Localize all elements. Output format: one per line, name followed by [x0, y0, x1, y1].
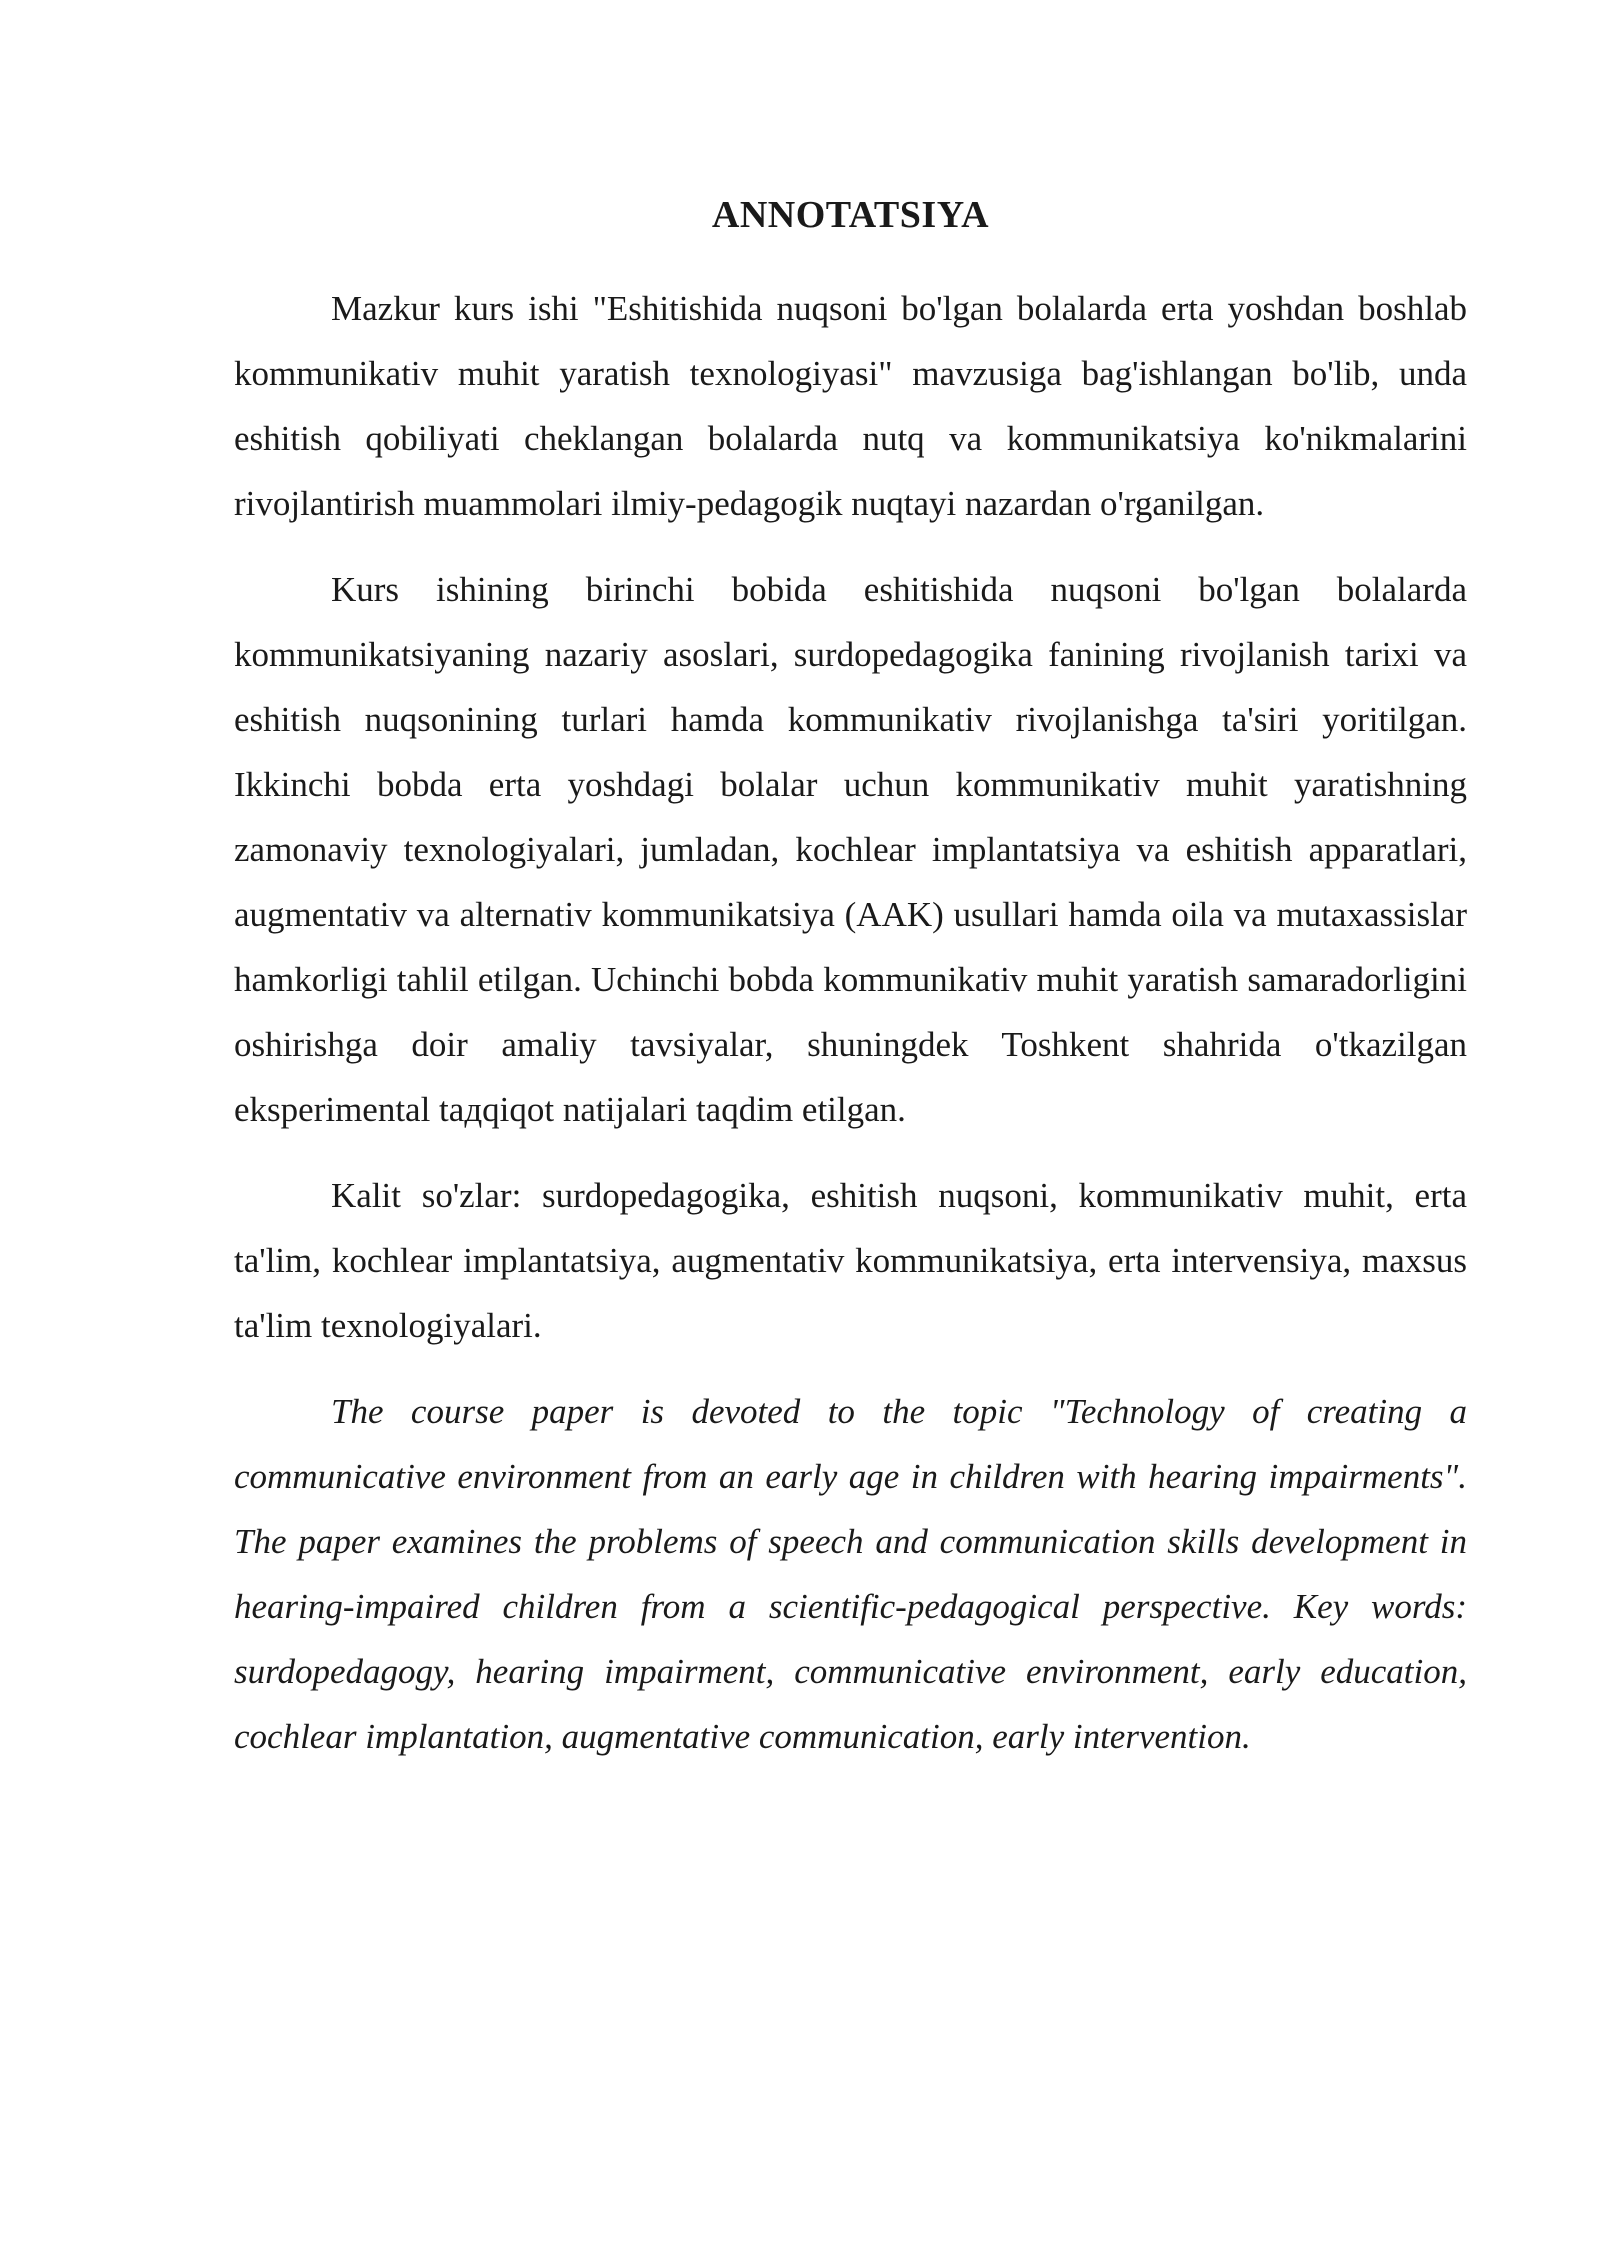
paragraph-keywords: Kalit so'zlar: surdopedagogika, eshitish nuqsoni, kommunikativ muhit, erta ta'lim, kochlear implantatsiya, augmentativ kommunikatsiya, erta intervensiya, maxsus ta'lim texnologiyalari.	[234, 1176, 1467, 1345]
paragraph-chapters: Kurs ishining birinchi bobida eshitishida nuqsoni bo'lgan bolalarda kommunikatsiyaning nazariy asoslari, surdopedagogika fanining rivojlanish tarixi va eshitish nuqsonining turlari hamda kommunikativ rivojlanishga ta'siri yoritilgan. Ikkinchi bobda erta yoshdagi bolalar uchun kommunikativ muhit yaratishning zamonaviy texnologiyalari, jumladan, kochlear implantatsiya va eshitish apparatlari, augmentativ va alternativ kommunikatsiya (AAK) usullari hamda oila va mutaxassislar hamkorligi tahlil etilgan. Uchinchi bobda kommunikativ muhit yaratish samaradorligini oshirishga doir amaliy tavsiyalar, shuningdek Toshkent shahrida o'tkazilgan eksperimental taдqiqot natijalari taqdim etilgan.	[234, 570, 1467, 1129]
paragraph-intro: Mazkur kurs ishi "Eshitishida nuqsoni bo'lgan bolalarda erta yoshdan boshlab kommunikativ muhit yaratish texnologiyasi" mavzusiga bag'ishlangan bo'lib, unda eshitish qobiliyati cheklangan bolalarda nutq va kommunikatsiya ko'nikmalarini rivojlantirish muammolari ilmiy-pedagogik nuqtayi nazardan o'rganilgan.	[234, 289, 1467, 523]
paragraph-english-abstract: The course paper is devoted to the topic "Technology of creating a communicative environment from an early age in children with hearing impairments". The paper examines the problems of speech and communication skills development in hearing-impaired children from a scientific-pedagogical perspective. Key words: surdopedagogy, hearing impairment, communicative environment, early education, cochlear implantation, augmentative communication, early intervention.	[234, 1392, 1467, 1756]
document-page	[234, 0, 1467, 1769]
document-title: ANNOTATSIYA	[711, 194, 990, 236]
